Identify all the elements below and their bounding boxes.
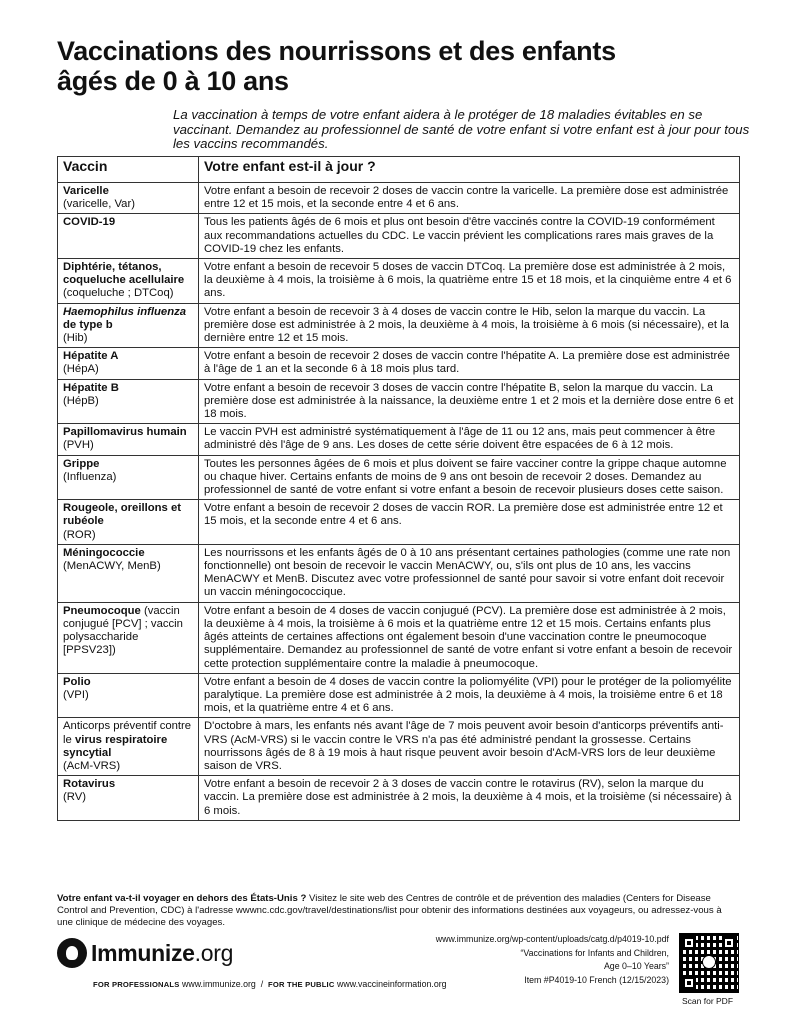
vaccine-abbreviation: (VPI) xyxy=(63,688,89,701)
header-vaccine: Vaccin xyxy=(58,157,199,183)
vaccine-name-cell xyxy=(58,500,199,545)
document-item-number: Item #P4019-10 French (12/15/2023) xyxy=(524,974,669,985)
vaccine-name: Diphtérie, tétanos, coqueluche acellulaire xyxy=(63,261,185,287)
vaccine-abbreviation: (varicelle, Var) xyxy=(63,198,135,211)
vaccine-name: Hépatite B xyxy=(63,381,119,394)
vaccine-abbreviation: (Influenza) xyxy=(63,470,117,483)
table-row xyxy=(58,544,740,602)
vaccine-name: Haemophilus influenza xyxy=(63,305,187,318)
vaccine-abbreviation: (RV) xyxy=(63,791,87,804)
vaccine-abbreviation: (AcM-VRS) xyxy=(63,759,121,772)
travel-note-text: Visitez le site web des Centres de contrôle et de prévention des maladies (Centers for Disease Control and Prevention, CDC) à l'adresse wwwnc.cdc.gov/travel/destinations/list pour obtenir des informations destinées aux voyageurs, ou adressez-vous à une clinique de médecine des voyages. xyxy=(57,893,722,929)
vaccine-name: Polio xyxy=(63,675,91,688)
vaccine-table-body xyxy=(58,183,740,821)
vaccine-schedule-cell: Votre enfant a besoin de recevoir 2 doses de vaccin contre la varicelle. La première dose est administrée entre 12 et 15 mois, et la seconde entre 4 et 6 ans. xyxy=(199,183,740,214)
public-link[interactable]: www.vaccineinformation.org xyxy=(337,979,447,989)
vaccine-schedule-cell: Tous les patients âgés de 6 mois et plus ont besoin d'être vaccinés contre la COVID-19 conformément aux recommandations actuelles du CDC. Le vaccin prévient les complications rares mais graves de la COVID-19 chez les enfants. xyxy=(199,214,740,259)
vaccine-schedule-cell: Votre enfant a besoin de recevoir 2 doses de vaccin contre l'hépatite A. La première dose est administrée à l'âge de 1 an et la seconde 6 à 18 mois plus tard. xyxy=(199,348,740,379)
vaccine-abbreviation: (coqueluche ; DTCoq) xyxy=(63,287,174,300)
table-row xyxy=(58,718,740,776)
logo-suffix: .org xyxy=(194,939,234,966)
vaccine-schedule-cell: Votre enfant a besoin de recevoir 3 doses de vaccin contre l'hépatite B, selon la marque du vaccin. La première dose est administrée à la naissance, la deuxième entre 1 et 2 mois et la dernière dose entre 6 et 18 mois. xyxy=(199,379,740,424)
table-row xyxy=(58,424,740,455)
vaccine-abbreviation: (HépB) xyxy=(63,394,99,407)
vaccine-schedule-cell: Votre enfant a besoin de recevoir 5 doses de vaccin DTCoq. La première dose est administrée à 2 mois, la deuxième à 4 mois, la troisième à 6 mois, la quatrième entre 15 et 18 mois, et la cinquième entre 4 et 6 ans. xyxy=(199,259,740,304)
vaccine-name: Varicelle xyxy=(63,185,109,197)
vaccine-table xyxy=(57,156,740,821)
bottom-links xyxy=(93,979,447,989)
table-row xyxy=(58,602,740,673)
qr-finder-icon xyxy=(682,936,696,950)
vaccine-schedule-cell: Toutes les personnes âgées de 6 mois et plus doivent se faire vacciner contre la grippe chaque automne ou chaque hiver. Certains enfants de moins de 9 ans ont besoin de recevoir 2 doses. Demandez au professionnel de santé de votre enfant si votre enfant a besoin de recevoir plusieurs doses cette saison. xyxy=(199,455,740,500)
logo-name: Immunize xyxy=(91,939,195,966)
vaccine-abbreviation: (ROR) xyxy=(63,528,96,541)
table-row xyxy=(58,348,740,379)
vaccine-abbreviation: (PVH) xyxy=(63,439,94,452)
title-line-1: Vaccinations des nourrissons et des enfants xyxy=(57,36,616,66)
vaccine-schedule-cell: D'octobre à mars, les enfants nés avant l'âge de 7 mois peuvent avoir besoin d'anticorps préventifs anti-VRS (AcM-VRS) si le vaccin contre le VRS n'a pas été administré pendant la grossesse. Certains nourrissons âgés de 8 à 19 mois à haut risque peuvent avoir besoin d'AcM-VRS lors de leur deuxième saison de VRS. xyxy=(199,718,740,776)
vaccine-schedule-cell: Votre enfant a besoin de 4 doses de vaccin contre la poliomyélite (VPI) pour le protéger de la poliomyélite paralytique. La première dose est administrée à 2 mois, la deuxième à 4 mois, la troisième entre 6 et 18 mois, et la quatrième entre 4 et 6 ans. xyxy=(199,673,740,718)
header-up-to-date: Votre enfant est-il à jour ? xyxy=(199,157,740,183)
vaccine-name: Papillomavirus humain xyxy=(63,426,187,439)
vaccine-name-cell xyxy=(58,544,199,602)
vaccine-name-cell xyxy=(58,718,199,776)
document-title-1: “Vaccinations for Infants and Children, xyxy=(520,947,669,958)
vaccine-name-suffix: de type b xyxy=(63,318,113,331)
vaccine-name-cell xyxy=(58,348,199,379)
table-row xyxy=(58,379,740,424)
page-title xyxy=(57,36,757,96)
pro-link[interactable]: www.immunize.org xyxy=(181,979,256,989)
table-row xyxy=(58,673,740,718)
vaccine-name-prefix: Anticorps préventif contre le xyxy=(63,720,192,746)
vaccine-name: virus respiratoire syncytial xyxy=(63,733,168,759)
table-row xyxy=(58,500,740,545)
table-row xyxy=(58,303,740,348)
vaccine-name-cell xyxy=(58,303,199,348)
table-header-row xyxy=(58,157,740,183)
vaccine-name-cell xyxy=(58,379,199,424)
vaccine-name: Grippe xyxy=(63,457,100,470)
vaccine-schedule-cell: Votre enfant a besoin de recevoir 2 à 3 doses de vaccin contre le rotavirus (RV), selon la marque du vaccin. La première dose est administrée à 2 mois, la deuxième à 4 mois, et la troisième (si nécessaire) à 6 mois. xyxy=(199,776,740,821)
vaccine-name-cell xyxy=(58,259,199,304)
vaccine-abbreviation: (MenACWY, MenB) xyxy=(63,560,161,573)
document-title-2: Age 0–10 Years” xyxy=(603,961,669,971)
vaccine-abbreviation: (HépA) xyxy=(63,363,99,376)
vaccine-name: COVID-19 xyxy=(63,216,116,229)
table-row xyxy=(58,259,740,304)
vaccine-name-cell xyxy=(58,424,199,455)
vaccine-schedule-cell: Les nourrissons et les enfants âgés de 0 à 10 ans présentant certaines pathologies (comme une rate non fonctionnelle) ont besoin de recevoir le vaccin MenACWY, ou, s'ils ont plus de 10 ans, les vaccins MenACWY et MenB. Discutez avec votre professionnel de santé pour savoir si votre enfant doit recevoir un vaccin méningococcique. xyxy=(199,544,740,602)
vaccine-name: Rougeole, oreillons et rubéole xyxy=(63,502,182,528)
vaccine-schedule-cell: Votre enfant a besoin de recevoir 2 doses de vaccin ROR. La première dose est administrée entre 12 et 15 mois, et la seconde entre 4 et 6 ans. xyxy=(199,500,740,545)
qr-finder-icon xyxy=(682,976,696,990)
public-label: FOR THE PUBLIC xyxy=(268,980,335,989)
qr-code[interactable] xyxy=(679,933,739,993)
link-separator: / xyxy=(260,979,264,989)
qr-finder-icon xyxy=(722,936,736,950)
immunize-logo-icon xyxy=(57,938,87,968)
vaccine-schedule-cell: Votre enfant a besoin de recevoir 3 à 4 doses de vaccin contre le Hib, selon la marque du vaccin. La première dose est administrée à 2 mois, la deuxième à 4 mois, la troisième à 6 mois (si nécessaire), et la dernière entre 12 et 15 mois. xyxy=(199,303,740,348)
table-row xyxy=(58,183,740,214)
vaccine-name: Pneumocoque xyxy=(63,604,141,617)
vaccine-abbreviation: (Hib) xyxy=(63,332,88,345)
vaccine-name-cell xyxy=(58,602,199,673)
pro-label: FOR PROFESSIONALS xyxy=(93,980,180,989)
vaccine-name-cell xyxy=(58,183,199,214)
document-info xyxy=(436,933,669,987)
vaccine-schedule-cell: Votre enfant a besoin de 4 doses de vaccin conjugué (PCV). La première dose est administrée à 2 mois, la deuxième à 4 mois, la troisième à 6 mois et la quatrième entre 12 et 15 mois. Certains enfants plus âgés atteints de certaines affections ont également besoin d'une vaccination contre le pneumocoque supplémentaire. Demandez au professionnel de santé de votre enfant si votre enfant a besoin de recevoir cette protection supplémentaire contre la maladie à pneumocoque. xyxy=(199,602,740,673)
travel-note-question: Votre enfant va-t-il voyager en dehors des États-Unis ? xyxy=(57,893,307,904)
vaccine-schedule-cell: Le vaccin PVH est administré systématiquement à l'âge de 11 ou 12 ans, mais peut commencer à être administré dès l'âge de 9 ans. Les doses de cette série doivent être espacées de 6 à 12 mois. xyxy=(199,424,740,455)
vaccine-name-cell xyxy=(58,214,199,259)
vaccine-name-cell xyxy=(58,455,199,500)
vaccine-name-cell xyxy=(58,776,199,821)
vaccine-name: Hépatite A xyxy=(63,350,119,363)
table-row xyxy=(58,776,740,821)
vaccine-abbreviation: (vaccin conjugué [PCV] ; vaccin polysaccharide [PPSV23]) xyxy=(63,604,183,657)
travel-note xyxy=(57,893,737,930)
intro-text: La vaccination à temps de votre enfant aidera à le protéger de 18 maladies évitables en se vaccinant. Demandez au professionnel de santé de votre enfant si votre enfant est à jour pour tous les vaccins recommandés. xyxy=(173,107,750,151)
table-row xyxy=(58,455,740,500)
vaccine-name-cell xyxy=(58,673,199,718)
qr-scan-label: Scan for PDF xyxy=(682,996,734,1006)
qr-logo-icon xyxy=(702,955,716,969)
title-line-2: âgés de 0 à 10 ans xyxy=(57,66,289,96)
document-url[interactable]: www.immunize.org/wp-content/uploads/catg.d/p4019-10.pdf xyxy=(435,934,669,944)
immunize-logo xyxy=(57,935,233,971)
vaccine-name: Rotavirus xyxy=(63,778,116,791)
vaccine-name: Méningococcie xyxy=(63,546,145,559)
table-row xyxy=(58,214,740,259)
